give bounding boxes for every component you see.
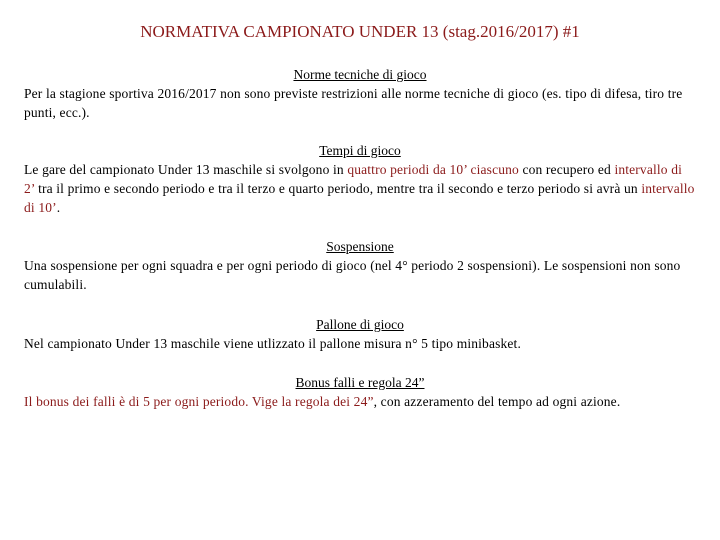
text-span: . [56,200,61,215]
text-span: Le gare del campionato Under 13 maschile si svolgono in [24,162,348,177]
section-norme-tecniche [24,66,696,122]
text-span: tra il primo e secondo periodo e tra il terzo e quarto periodo, mentre tra il secondo e terzo periodo si avrà un [34,181,642,196]
section-text [24,392,696,411]
section-heading: Bonus falli e regola 24” [295,375,425,390]
section-sospensione [24,238,696,294]
section-text [24,160,696,217]
section-heading: Norme tecniche di gioco [293,67,427,82]
section-heading: Sospensione [326,239,394,254]
section-text: Una sospensione per ogni squadra e per ogni periodo di gioco (nel 4° periodo 2 sospensioni). Le sospensioni non sono cumulabili. [24,258,681,292]
section-text: Per la stagione sportiva 2016/2017 non sono previste restrizioni alle norme tecniche di gioco (es. tipo di difesa, tiro tre punti, ecc.). [24,86,683,120]
section-heading: Tempi di gioco [319,143,401,158]
highlight-span: quattro periodi da 10’ ciascuno [347,162,519,177]
section-text: Nel campionato Under 13 maschile viene utlizzato il pallone misura n° 5 tipo minibasket. [24,336,521,351]
highlight-span: intervallo di 2’ [24,162,682,196]
text-span: , con azzeramento del tempo ad ogni azione. [373,394,621,409]
page-title: NORMATIVA CAMPIONATO UNDER 13 (stag.2016/2017) #1 [140,22,580,41]
highlight-span: Il bonus dei falli è di 5 per ogni periodo. Vige la regola dei 24” [24,394,374,409]
text-span: con recupero ed [518,162,615,177]
section-pallone-di-gioco [24,316,696,353]
section-tempi-di-gioco [24,142,696,217]
section-heading: Pallone di gioco [316,317,404,332]
highlight-span: intervallo di 10’ [24,181,695,215]
section-bonus-falli [24,374,696,411]
